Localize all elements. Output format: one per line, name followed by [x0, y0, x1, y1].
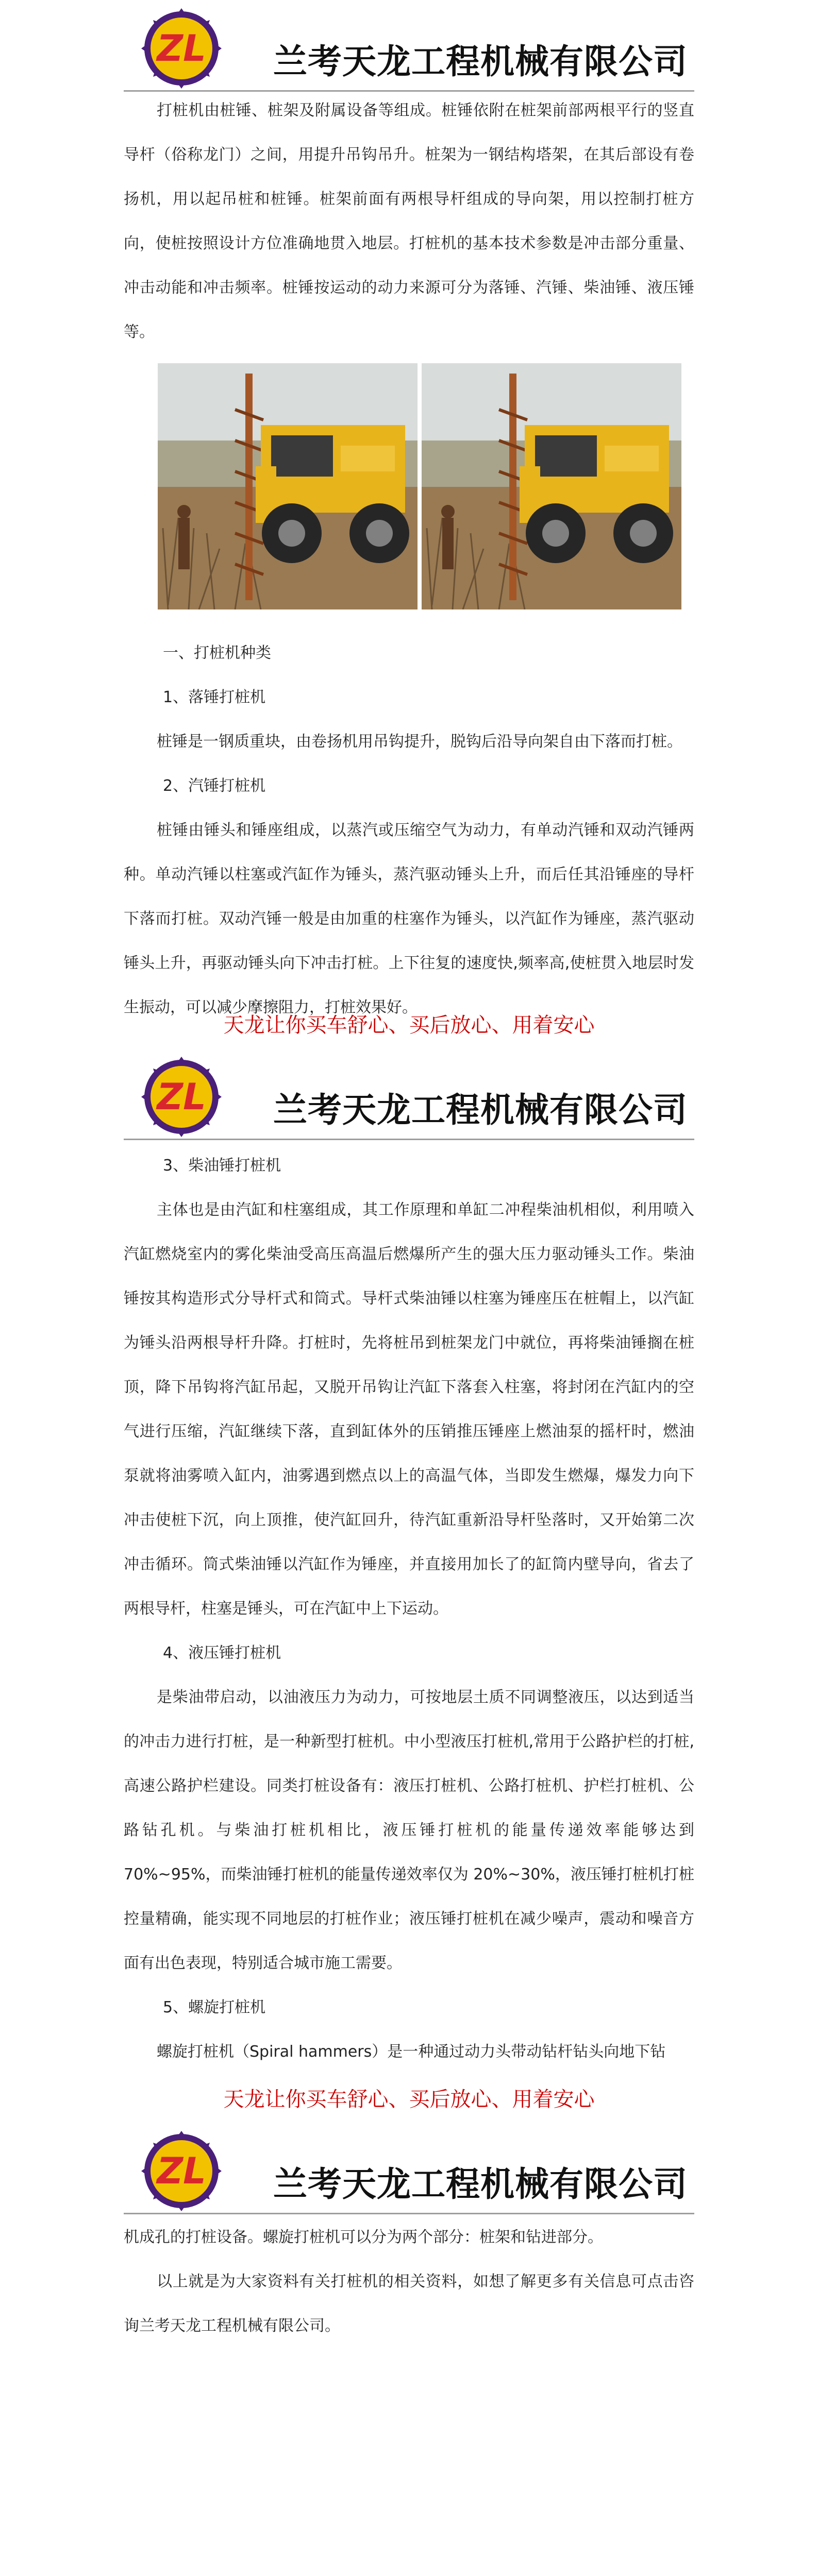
company-logo: [131, 8, 232, 89]
header-divider: [124, 2213, 694, 2214]
pile-driver-photo-left: [158, 363, 418, 609]
section-paragraph: 机成孔的打桩设备。螺旋打桩机可以分为两个部分：桩架和钻进部分。: [124, 2228, 603, 2246]
company-name: 兰考天龙工程机械有限公司: [273, 42, 688, 81]
section-heading: 4、液压锤打桩机: [163, 1644, 281, 1662]
slogan: 天龙让你买车舒心、买后放心、用着安心: [223, 1013, 595, 1037]
section-heading: 一、打桩机种类: [163, 644, 271, 662]
section-heading: 3、柴油锤打桩机: [163, 1157, 281, 1175]
section-paragraph: 是柴油带启动，以油液压力为动力，可按地层土质不同调整液压，以达到适当的冲击力进行打桩，是一种新型打桩机。中小型液压打桩机,常用于公路护栏的打桩,高速公路护栏建设。同类打桩设备有：液压打桩机、公路打桩机、护栏打桩机、公路钻孔机。与柴油打桩机相比，液压锤打桩机的能量传递效率能够达到 70%~95%，而柴油锤打桩机的能量传递效率仅为 20%~30%，液压锤打桩机打桩控量精确，能实现不同地层的打桩作业；液压锤打桩机在减少噪声，震动和噪音方面有出色表现，特别适合城市施工需要。: [124, 1688, 694, 1972]
company-logo: [131, 2131, 232, 2211]
section-paragraph: 螺旋打桩机（Spiral hammers）是一种通过动力头带动钻杆钻头向地下钻: [157, 2043, 666, 2061]
company-header: [124, 2127, 694, 2214]
company-name: 兰考天龙工程机械有限公司: [273, 1090, 688, 1130]
section-heading: 2、汽锤打桩机: [163, 777, 266, 795]
company-name: 兰考天龙工程机械有限公司: [273, 2164, 688, 2204]
closing-paragraph: 以上就是为大家资料有关打桩机的相关资料，如想了解更多有关信息可点击咨询兰考天龙工程机械有限公司。: [124, 2273, 694, 2335]
product-photos: [158, 363, 681, 609]
section-paragraph: 主体也是由汽缸和柱塞组成，其工作原理和单缸二冲程柴油机相似，利用喷入汽缸燃烧室内的雾化柴油受高压高温后燃爆所产生的强大压力驱动锤头工作。柴油锤按其构造形式分导杆式和筒式。导杆式柴油锤以柱塞为锤座压在桩帽上，以汽缸为锤头沿两根导杆升降。打桩时，先将桩吊到桩架龙门中就位，再将柴油锤搁在桩顶，降下吊钩将汽缸吊起，又脱开吊钩让汽缸下落套入柱塞，将封闭在汽缸内的空气进行压缩，汽缸继续下落，直到缸体外的压销推压锤座上燃油泵的摇杆时，燃油泵就将油雾喷入缸内，油雾遇到燃点以上的高温气体，当即发生燃爆，爆发力向下冲击使桩下沉，向上顶推，使汽缸回升，待汽缸重新沿导杆坠落时，又开始第二次冲击循环。筒式柴油锤以汽缸作为锤座，并直接用加长了的缸筒内壁导向，省去了两根导杆，柱塞是锤头，可在汽缸中上下运动。: [124, 1201, 694, 1618]
section-paragraph: 桩锤由锤头和锤座组成，以蒸汽或压缩空气为动力，有单动汽锤和双动汽锤两种。单动汽锤以柱塞或汽缸作为锤头，蒸汽驱动锤头上升，而后任其沿锤座的导杆下落而打桩。双动汽锤一般是由加重的柱塞作为锤头，以汽缸作为锤座，蒸汽驱动锤头上升，再驱动锤头向下冲击打桩。上下往复的速度快,频率高,使桩贯入地层时发生振动，可以减少摩擦阻力，打桩效果好。: [124, 821, 694, 1016]
slogan: 天龙让你买车舒心、买后放心、用着安心: [223, 2088, 595, 2111]
section-heading: 5、螺旋打桩机: [163, 1998, 266, 2016]
header-divider: [124, 1139, 694, 1140]
company-logo: [131, 1057, 232, 1137]
section-paragraph: 桩锤是一钢质重块，由卷扬机用吊钩提升，脱钩后沿导向架自由下落而打桩。: [157, 733, 682, 751]
company-header: [124, 4, 694, 92]
intro-paragraph: 打桩机由桩锤、桩架及附属设备等组成。桩锤依附在桩架前部两根平行的竖直导杆（俗称龙门）之间，用提升吊钩吊升。桩架为一钢结构塔架，在其后部设有卷扬机，用以起吊桩和桩锤。桩架前面有两根导杆组成的导向架，用以控制打桩方向，使桩按照设计方位准确地贯入地层。打桩机的基本技术参数是冲击部分重量、冲击动能和冲击频率。桩锤按运动的动力来源可分为落锤、汽锤、柴油锤、液压锤等。: [124, 101, 694, 341]
section-heading: 1、落锤打桩机: [163, 688, 266, 706]
company-header: [124, 1053, 694, 1140]
pile-driver-photo-right: [422, 363, 681, 609]
